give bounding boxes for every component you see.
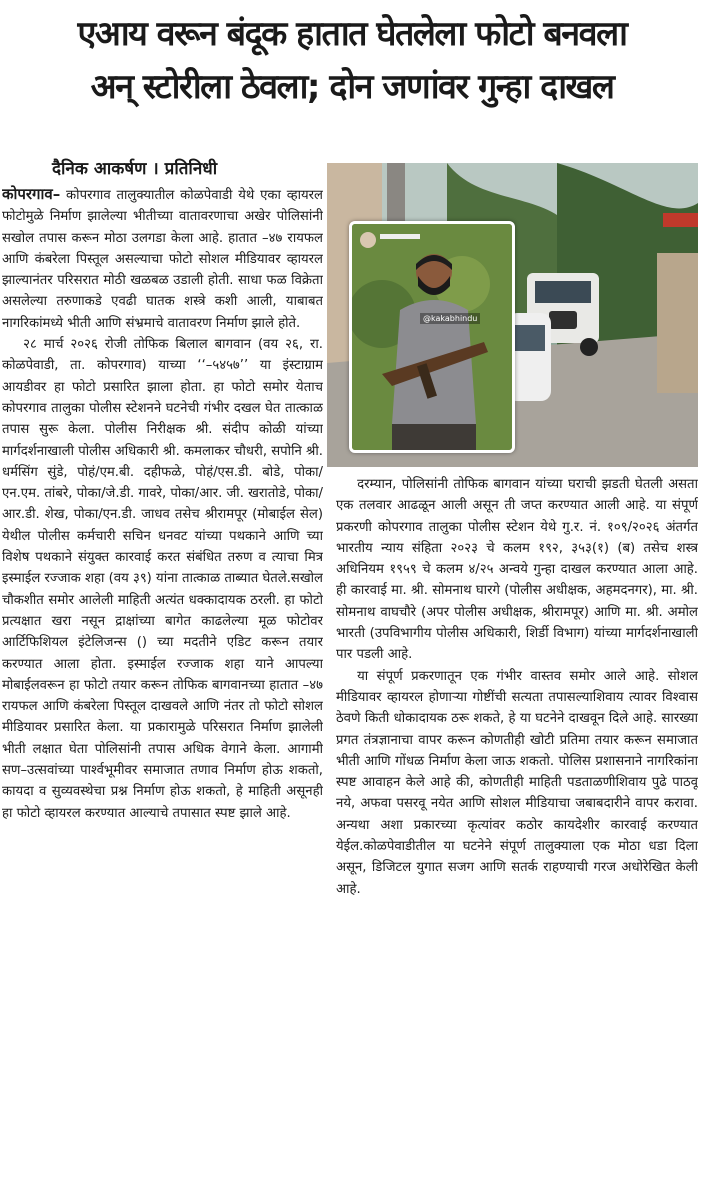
instagram-story-inset (349, 221, 515, 453)
paragraph-4: या संपूर्ण प्रकरणातून एक गंभीर वास्तव समोर आले आहे. सोशल मीडियावर व्हायरल होणाऱ्या गोष्टींची सत्यता तपासल्याशिवाय त्यावर विश्वास ठेवणे किती धोकादायक ठरू शकते, हे या घटनेने दाखवून दिले आहे. सारख्या प्रगत तंत्रज्ञानाचा वापर करून कोणतीही खोटी प्रतिमा तयार करून समाजात भीती आणि गोंधळ निर्माण केला जाऊ शकतो. पोलिस प्रशासनाने नागरिकांना स्पष्ट आवाहन केले आहे की, कोणतीही माहिती पडताळणीशिवाय पुढे पाठवू नये, अफवा पसरवू नयेत आणि सोशल मीडियाचा जबाबदारीने वापर करावा. अन्यथा अशा प्रकारच्या कृत्यांवर कठोर कायदेशीर कारवाई करण्यात येईल.कोळपेवाडीतील या घटनेने संपूर्ण तालुक्याला एक मोठा धडा दिला असून, डिजिटल युगात सजग आणि सतर्क राहण्याची गरज अधोरेखित केली आहे. (336, 668, 698, 897)
paragraph-3: दरम्यान, पोलिसांनी तोफिक बागवान यांच्या घराची झडती घेतली असता एक तलवार आढळून आली असून ती जप्त करण्यात आली आहे. या संपूर्ण प्रकरणी कोपरगाव तालुका पोलीस स्टेशन येथे गु.र. नं. १०९/२०२६ अंतर्गत भारतीय न्याय संहिता २०२३ चे कलम १९२, ३५३(१) (ब) तसेच शस्त्र अधिनियम १९५९ चे कलम ४/२५ अन्वये गुन्हा दाखल करण्यात आला आहे. ही कारवाई मा. श्री. सोमनाथ घारगे (पोलीस अधीक्षक, अहमदनगर), मा. श्री. सोमनाथ वाघचौरे (अपर पोलीस अधीक्षक, श्रीरामपूर) आणि मा. श्री. अमोल भारती (उपविभागीय पोलीस अधिकारी, शिर्डी विभाग) यांच्या मार्गदर्शनाखाली पार पडली आहे. (336, 477, 698, 663)
paragraph-1-text: कोपरगाव तालुक्यातील कोळपेवाडी येथे एका व्हायरल फोटोमुळे निर्माण झालेल्या भीतीच्या वातावरणाचा अखेर पोलिसांनी सखोल तपास करून मोठा उलगडा केला आहे. हातात –४७ रायफल आणि कंबरेला पिस्तूल असल्याचा फोटो सोशल मीडियावर व्हायरल झाल्यानंतर परिसरात मोठी खळबळ उडाली होती. साधा फळ विक्रेता असलेल्या तरुणाकडे एवढी घातक शस्त्रे कशी आली, याबाबत नागरिकांमध्ये भीती आणि संभ्रमाचे वातावरण निर्माण झाले होते. (2, 188, 323, 331)
person-with-rifle-illustration (352, 224, 512, 450)
instagram-handle: @kakabhindu (420, 313, 480, 324)
headline-line-2: अन् स्टोरीला ठेवला; दोन जणांवर गुन्हा दाखल (90, 67, 614, 107)
article-column-left (2, 184, 323, 1190)
byline: दैनिक आकर्षण । प्रतिनिधी (52, 159, 218, 179)
headline (0, 8, 704, 114)
article-column-right (336, 474, 698, 1190)
dateline-place: कोपरगाव– (2, 185, 61, 203)
paragraph-2: २८ मार्च २०२६ रोजी तोफिक बिलाल बागवान (वय २६, रा. कोळपेवाडी, ता. कोपरगाव) याच्या ‘‘–५४५७’’ या इंस्टाग्राम आयडीवर हा फोटो प्रसारित झाला होता. हा फोटो समोर येताच कोपरगाव तालुका पोलीस स्टेशनने घटनेची गंभीर दखल घेत तात्काळ तपास सुरू केला. पोलीस निरीक्षक श्री. संदीप कोळी यांच्या मार्गदर्शनाखाली पोलीस अधिकारी श्री. कमलाकर चौधरी, सपोनि श्री. धर्मसिंग सुंडे, पोहं/एम.बी. दहीफळे, पोहं/एस.डी. बोडे, पोका/ एन.एम. तांबरे, पोका/जे.डी. गावरे, पोका/आर. जी. खरातोडे, पोका/आर.डी. शेख, पोका/एन.डी. जाधव तसेच श्रीरामपूर (मोबाईल सेल) येथील पोलीस कर्मचारी सचिन धनवट यांच्या पथकाने आणि च्या विशेष पथकाने संयुक्त कारवाई करत संबंधित तरुण व त्याचा मित्र इस्माईल रज्जाक शहा (वय ३९) यांना तात्काळ ताब्यात घेतले.सखोल चौकशीत समोर आलेली माहिती अत्यंत धक्कादायक ठरली. हा फोटो प्रत्यक्षात खरा नसून द्राक्षांच्या बागेत काढलेल्या मूळ फोटोवर आर्टिफिशियल इंटेलिजन्स () च्या मदतीने एडिट करून तयार करण्यात आला होता. इस्माईल रज्जाक शहा याने आपल्या मोबाईलवरून हा फोटो तयार करून तोफिक बागवानच्या हातात –४७ रायफल आणि कंबरेला पिस्तूल दाखवले आणि नंतर तो फोटो सोशल मीडियावर प्रसारित केला. या प्रकारामुळे परिसरात निर्माण झालेली भीती लक्षात घेता पोलिसांनी तपास अधिक वेगाने केला. आगामी सण–उत्सवांच्या पार्श्वभूमीवर समाजात तणाव निर्माण होऊ शकतो, कायदा व सुव्यवस्थेचा प्रश्न निर्माण होऊ शकतो, हे माहिती असूनही हा फोटो व्हायरल करण्यात आल्याचे तपासात स्पष्ट झाले आहे. (2, 337, 323, 821)
paragraph-1 (2, 184, 323, 334)
headline-line-1: एआय वरून बंदूक हातात घेतलेला फोटो बनवला (77, 14, 627, 54)
